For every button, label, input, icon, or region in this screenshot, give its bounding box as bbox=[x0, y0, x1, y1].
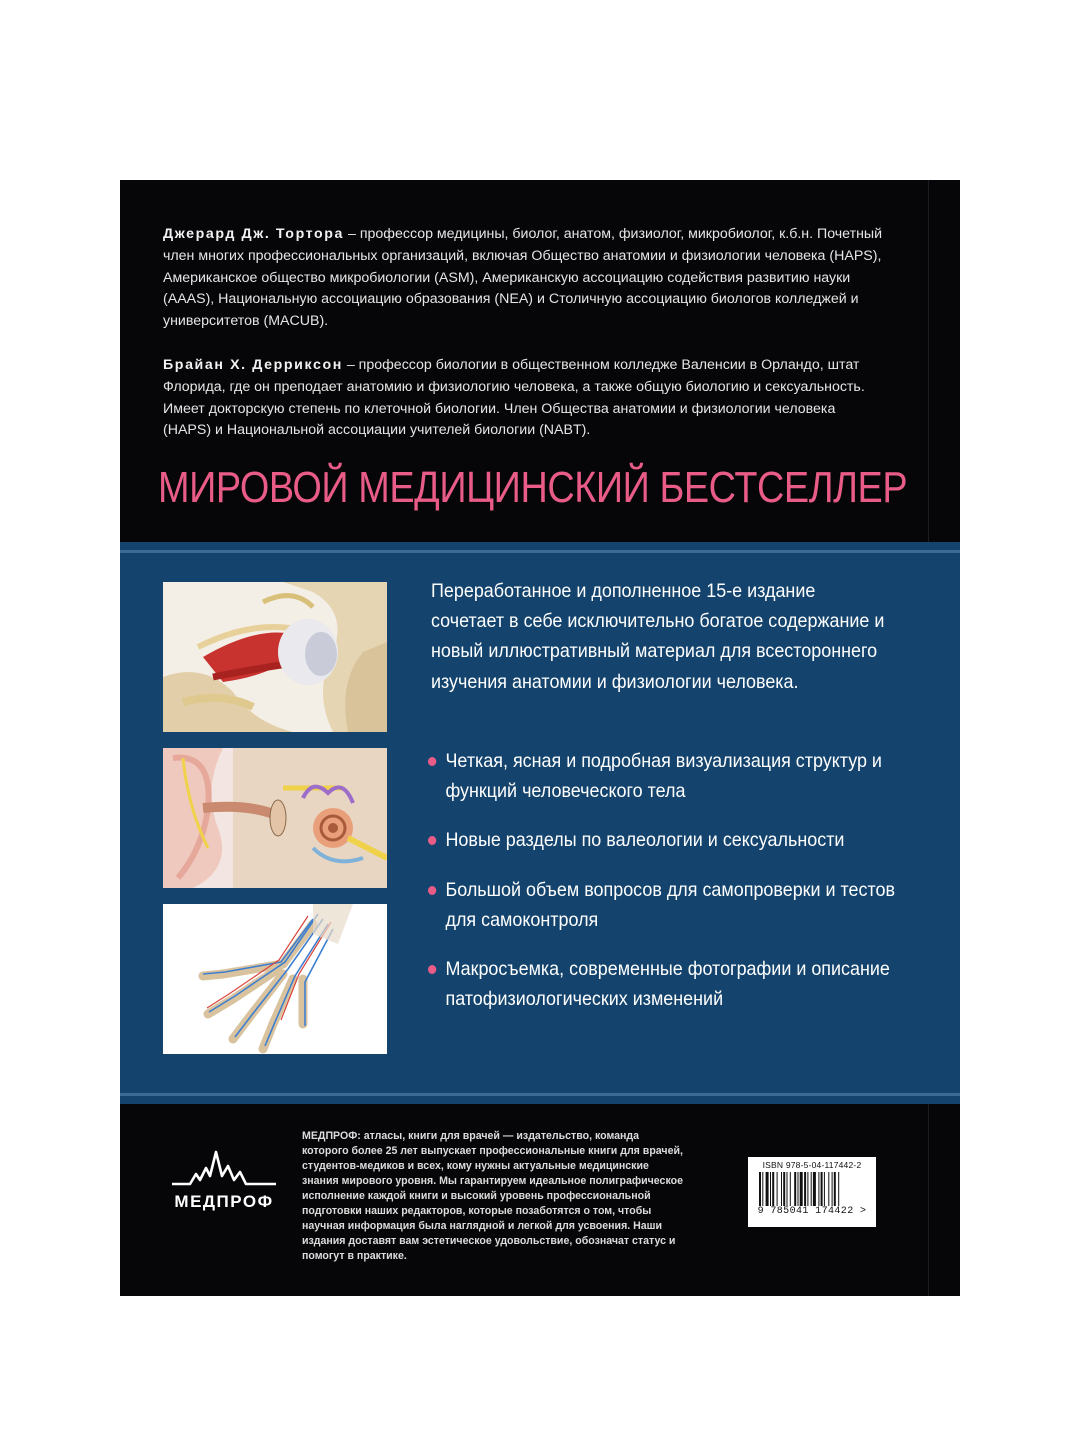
barcode-icon bbox=[757, 1172, 867, 1206]
author-description: – профессор медицины, биолог, анатом, физиолог, микробиолог, к.б.н. Почетный член многих профессиональных организаций, включая Общество анатомии и физиологии человека (HAPS), Американское общество микробиологии (ASM), Американскую ассоциацию содействия развитию науки (AAAS), Национальную ассоциацию образования (NEA) и Столичную ассоциацию биологов колледжей и университетов (MACUB). bbox=[163, 226, 883, 330]
author-bio-derrickson bbox=[163, 355, 883, 442]
book-back-cover bbox=[120, 180, 960, 1296]
bestseller-headline: МИРОВОЙ МЕДИЦИНСКИЙ БЕСТСЕЛЛЕР bbox=[158, 463, 908, 512]
isbn-barcode bbox=[748, 1157, 876, 1227]
ear-anatomy-illustration bbox=[163, 748, 387, 888]
bullet-dot-icon bbox=[428, 836, 436, 845]
bullet-dot-icon bbox=[428, 886, 436, 895]
list-item: Четкая, ясная и подробная визуализация структур и функций человеческого тела bbox=[428, 746, 906, 806]
bullet-dot-icon bbox=[428, 757, 436, 766]
isbn-digits: 9 785041 174422 > bbox=[757, 1206, 867, 1217]
list-item: Новые разделы по валеологии и сексуальности bbox=[428, 825, 906, 855]
edition-intro-text: Переработанное и дополненное 15-е издание сочетает в себе исключительно богатое содержание и новый иллюстративный материал для всестороннего изучения анатомии и физиологии человека. bbox=[431, 580, 885, 693]
features-list bbox=[428, 746, 906, 1033]
publisher-description: МЕДПРОФ: атласы, книги для врачей — издательство, команда которого более 25 лет выпускает профессиональные книги для врачей, студентов-медиков и всех, кому нужны актуальные медицинские знания мирового уровня. Мы гарантируем идеальное полиграфическое исполнение каждой книги и высокий уровень профессиональной подготовки наших редакторов, которые позаботятся о том, чтобы научная информация была наглядной и легкой для усвоения. Наши издания доставят вам эстетическое удовольствие, обозначат статус и помогут в практике. bbox=[302, 1130, 683, 1262]
heartbeat-logo-icon bbox=[168, 1146, 280, 1190]
eye-anatomy-illustration bbox=[163, 582, 387, 732]
list-item: Большой объем вопросов для самопроверки и тестов для самоконтроля bbox=[428, 875, 906, 935]
author-bios bbox=[163, 224, 883, 464]
publisher-logo bbox=[168, 1146, 280, 1212]
hand-anatomy-illustration bbox=[163, 904, 387, 1054]
list-item: Макросъемка, современные фотографии и описание патофизиологических изменений bbox=[428, 954, 906, 1014]
author-bio-tortora bbox=[163, 224, 883, 333]
author-name: Джерард Дж. Тортора bbox=[163, 226, 345, 242]
author-name: Брайан Х. Дерриксон bbox=[163, 356, 343, 373]
bullet-dot-icon bbox=[428, 965, 436, 974]
publisher-logo-text: МЕДПРОФ bbox=[174, 1192, 274, 1211]
isbn-label: ISBN 978-5-04-117442-2 bbox=[762, 1160, 862, 1170]
features-band bbox=[120, 542, 960, 1104]
author-description: – профессор биологии в общественном колледже Валенсии в Орландо, штат Флорида, где он преподает анатомию и физиологию человека, а также общую биологию и сексуальность. Имеет докторскую степень по клеточной биологии. Член Общества анатомии и физиологии человека (HAPS) и Национальной ассоциации учителей биологии (NABT). bbox=[163, 356, 865, 439]
